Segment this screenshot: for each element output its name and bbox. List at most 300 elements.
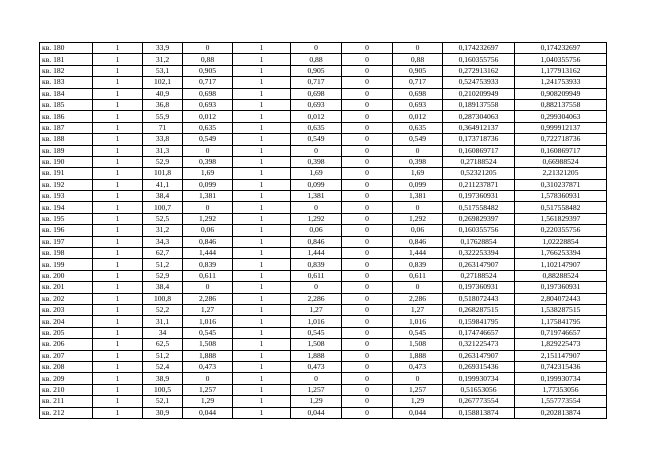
value-c-cell: 0 [393, 145, 443, 156]
zero-cell: 0 [342, 407, 393, 418]
factor-cell: 1 [233, 168, 291, 179]
value-b-cell: 0 [291, 145, 342, 156]
area-cell: 31,1 [143, 316, 183, 327]
value-c-cell: 1,69 [393, 168, 443, 179]
table-row [40, 111, 607, 122]
area-cell: 62,7 [143, 248, 183, 259]
value-c-cell: 0,693 [393, 99, 443, 110]
count-cell: 1 [93, 339, 143, 350]
apartment-cell: кв. 207 [40, 350, 93, 361]
factor-cell: 1 [233, 179, 291, 190]
count-cell: 1 [93, 77, 143, 88]
total-cell: 0,174232697 [515, 43, 607, 54]
apartment-cell: кв. 181 [40, 54, 93, 65]
table-row [40, 407, 607, 418]
factor-cell: 1 [233, 282, 291, 293]
table-row [40, 350, 607, 361]
value-c-cell: 1,444 [393, 248, 443, 259]
share-cell: 0,263147907 [443, 350, 515, 361]
apartment-cell: кв. 180 [40, 43, 93, 54]
value-b-cell: 0,88 [291, 54, 342, 65]
factor-cell: 1 [233, 304, 291, 315]
share-cell: 0,174232697 [443, 43, 515, 54]
apartment-cell: кв. 198 [40, 248, 93, 259]
area-cell: 62,5 [143, 339, 183, 350]
zero-cell: 0 [342, 293, 393, 304]
value-b-cell: 1,888 [291, 350, 342, 361]
zero-cell: 0 [342, 54, 393, 65]
area-cell: 38,9 [143, 373, 183, 384]
share-cell: 0,160869717 [443, 145, 515, 156]
area-cell: 41,1 [143, 179, 183, 190]
share-cell: 0,17628854 [443, 236, 515, 247]
value-b-cell: 0,473 [291, 361, 342, 372]
value-c-cell: 0 [393, 202, 443, 213]
value-c-cell: 1,292 [393, 213, 443, 224]
value-c-cell: 1,27 [393, 304, 443, 315]
area-cell: 100,8 [143, 293, 183, 304]
table-row [40, 225, 607, 236]
value-b-cell: 1,69 [291, 168, 342, 179]
total-cell: 1,102147907 [515, 259, 607, 270]
area-cell: 52,9 [143, 270, 183, 281]
zero-cell: 0 [342, 259, 393, 270]
value-a-cell: 1,016 [183, 316, 233, 327]
share-cell: 0,173718736 [443, 134, 515, 145]
total-cell: 0,199930734 [515, 373, 607, 384]
count-cell: 1 [93, 156, 143, 167]
total-cell: 1,77353056 [515, 384, 607, 395]
value-a-cell: 0,473 [183, 361, 233, 372]
count-cell: 1 [93, 191, 143, 202]
value-a-cell: 0 [183, 202, 233, 213]
factor-cell: 1 [233, 77, 291, 88]
value-b-cell: 0,717 [291, 77, 342, 88]
zero-cell: 0 [342, 179, 393, 190]
apartment-cell: кв. 206 [40, 339, 93, 350]
apartment-cell: кв. 195 [40, 213, 93, 224]
table-row [40, 293, 607, 304]
factor-cell: 1 [233, 99, 291, 110]
value-c-cell: 0,099 [393, 179, 443, 190]
apartment-cell: кв. 189 [40, 145, 93, 156]
area-cell: 31,2 [143, 54, 183, 65]
value-c-cell: 1,016 [393, 316, 443, 327]
value-b-cell: 1,27 [291, 304, 342, 315]
total-cell: 0,66988524 [515, 156, 607, 167]
count-cell: 1 [93, 134, 143, 145]
count-cell: 1 [93, 327, 143, 338]
value-c-cell: 0 [393, 43, 443, 54]
value-c-cell: 0,549 [393, 134, 443, 145]
share-cell: 0,160355756 [443, 225, 515, 236]
zero-cell: 0 [342, 156, 393, 167]
value-b-cell: 0,905 [291, 65, 342, 76]
value-c-cell: 1,29 [393, 396, 443, 407]
area-cell: 38,4 [143, 282, 183, 293]
value-c-cell: 2,286 [393, 293, 443, 304]
value-b-cell: 2,286 [291, 293, 342, 304]
factor-cell: 1 [233, 225, 291, 236]
area-cell: 34 [143, 327, 183, 338]
value-b-cell: 0,635 [291, 122, 342, 133]
zero-cell: 0 [342, 282, 393, 293]
total-cell: 1,175841795 [515, 316, 607, 327]
value-b-cell: 0,044 [291, 407, 342, 418]
value-b-cell: 0,698 [291, 88, 342, 99]
count-cell: 1 [93, 43, 143, 54]
area-cell: 40,9 [143, 88, 183, 99]
value-c-cell: 0 [393, 373, 443, 384]
table-row [40, 361, 607, 372]
table-body [40, 43, 607, 419]
share-cell: 0,267773554 [443, 396, 515, 407]
factor-cell: 1 [233, 373, 291, 384]
table-row [40, 259, 607, 270]
apartment-cell: кв. 188 [40, 134, 93, 145]
total-cell: 0,882137558 [515, 99, 607, 110]
value-c-cell: 0,545 [393, 327, 443, 338]
zero-cell: 0 [342, 350, 393, 361]
factor-cell: 1 [233, 191, 291, 202]
area-cell: 38,4 [143, 191, 183, 202]
total-cell: 2,804072443 [515, 293, 607, 304]
area-cell: 34,3 [143, 236, 183, 247]
count-cell: 1 [93, 111, 143, 122]
table-row [40, 168, 607, 179]
value-a-cell: 1,508 [183, 339, 233, 350]
table-row [40, 202, 607, 213]
zero-cell: 0 [342, 134, 393, 145]
factor-cell: 1 [233, 270, 291, 281]
zero-cell: 0 [342, 99, 393, 110]
share-cell: 0,210209949 [443, 88, 515, 99]
value-b-cell: 1,016 [291, 316, 342, 327]
count-cell: 1 [93, 350, 143, 361]
value-a-cell: 1,69 [183, 168, 233, 179]
table-row [40, 156, 607, 167]
value-b-cell: 0,549 [291, 134, 342, 145]
area-cell: 33,9 [143, 43, 183, 54]
table-row [40, 339, 607, 350]
table-row [40, 248, 607, 259]
value-a-cell: 0,06 [183, 225, 233, 236]
value-b-cell: 0 [291, 202, 342, 213]
spreadsheet-page [39, 42, 607, 419]
value-a-cell: 0,698 [183, 88, 233, 99]
share-cell: 0,269829397 [443, 213, 515, 224]
table-row [40, 304, 607, 315]
total-cell: 2,21321205 [515, 168, 607, 179]
table-row [40, 213, 607, 224]
zero-cell: 0 [342, 88, 393, 99]
value-c-cell: 0,698 [393, 88, 443, 99]
zero-cell: 0 [342, 225, 393, 236]
value-a-cell: 1,27 [183, 304, 233, 315]
share-cell: 0,269315436 [443, 361, 515, 372]
count-cell: 1 [93, 145, 143, 156]
apartment-table [39, 42, 607, 419]
apartment-cell: кв. 201 [40, 282, 93, 293]
factor-cell: 1 [233, 156, 291, 167]
total-cell: 1,538287515 [515, 304, 607, 315]
area-cell: 31,2 [143, 225, 183, 236]
share-cell: 0,518072443 [443, 293, 515, 304]
share-cell: 0,322253394 [443, 248, 515, 259]
apartment-cell: кв. 205 [40, 327, 93, 338]
table-row [40, 122, 607, 133]
value-b-cell: 0,545 [291, 327, 342, 338]
zero-cell: 0 [342, 339, 393, 350]
factor-cell: 1 [233, 43, 291, 54]
share-cell: 0,199930734 [443, 373, 515, 384]
factor-cell: 1 [233, 316, 291, 327]
apartment-cell: кв. 212 [40, 407, 93, 418]
total-cell: 1,177913162 [515, 65, 607, 76]
share-cell: 0,321225473 [443, 339, 515, 350]
value-a-cell: 0,839 [183, 259, 233, 270]
count-cell: 1 [93, 373, 143, 384]
value-a-cell: 0 [183, 282, 233, 293]
value-b-cell: 1,257 [291, 384, 342, 395]
count-cell: 1 [93, 54, 143, 65]
apartment-cell: кв. 184 [40, 88, 93, 99]
value-c-cell: 1,381 [393, 191, 443, 202]
value-a-cell: 2,286 [183, 293, 233, 304]
share-cell: 0,211237871 [443, 179, 515, 190]
table-row [40, 327, 607, 338]
zero-cell: 0 [342, 202, 393, 213]
table-row [40, 65, 607, 76]
table-row [40, 145, 607, 156]
total-cell: 0,220355756 [515, 225, 607, 236]
apartment-cell: кв. 209 [40, 373, 93, 384]
value-a-cell: 0,635 [183, 122, 233, 133]
count-cell: 1 [93, 65, 143, 76]
table-row [40, 88, 607, 99]
apartment-cell: кв. 199 [40, 259, 93, 270]
total-cell: 0,197360931 [515, 282, 607, 293]
value-a-cell: 0,549 [183, 134, 233, 145]
value-b-cell: 0,611 [291, 270, 342, 281]
area-cell: 31,3 [143, 145, 183, 156]
count-cell: 1 [93, 213, 143, 224]
table-row [40, 99, 607, 110]
value-b-cell: 1,381 [291, 191, 342, 202]
apartment-cell: кв. 187 [40, 122, 93, 133]
value-a-cell: 0,846 [183, 236, 233, 247]
count-cell: 1 [93, 179, 143, 190]
zero-cell: 0 [342, 361, 393, 372]
count-cell: 1 [93, 168, 143, 179]
total-cell: 0,160869717 [515, 145, 607, 156]
table-row [40, 179, 607, 190]
total-cell: 0,517558482 [515, 202, 607, 213]
value-c-cell: 0,611 [393, 270, 443, 281]
total-cell: 0,999912137 [515, 122, 607, 133]
apartment-cell: кв. 192 [40, 179, 93, 190]
area-cell: 55,9 [143, 111, 183, 122]
total-cell: 1,829225473 [515, 339, 607, 350]
apartment-cell: кв. 196 [40, 225, 93, 236]
zero-cell: 0 [342, 384, 393, 395]
share-cell: 0,287304063 [443, 111, 515, 122]
value-a-cell: 1,381 [183, 191, 233, 202]
value-a-cell: 1,888 [183, 350, 233, 361]
total-cell: 2,151147907 [515, 350, 607, 361]
table-row [40, 54, 607, 65]
factor-cell: 1 [233, 236, 291, 247]
apartment-cell: кв. 210 [40, 384, 93, 395]
value-c-cell: 0,044 [393, 407, 443, 418]
total-cell: 0,299304063 [515, 111, 607, 122]
table-row [40, 373, 607, 384]
value-c-cell: 0,012 [393, 111, 443, 122]
share-cell: 0,197360931 [443, 282, 515, 293]
factor-cell: 1 [233, 407, 291, 418]
total-cell: 0,908209949 [515, 88, 607, 99]
apartment-cell: кв. 197 [40, 236, 93, 247]
area-cell: 53,1 [143, 65, 183, 76]
area-cell: 51,2 [143, 259, 183, 270]
zero-cell: 0 [342, 168, 393, 179]
value-a-cell: 0 [183, 373, 233, 384]
value-b-cell: 0 [291, 373, 342, 384]
table-row [40, 134, 607, 145]
factor-cell: 1 [233, 54, 291, 65]
count-cell: 1 [93, 202, 143, 213]
value-c-cell: 1,888 [393, 350, 443, 361]
zero-cell: 0 [342, 236, 393, 247]
value-b-cell: 0 [291, 282, 342, 293]
apartment-cell: кв. 202 [40, 293, 93, 304]
factor-cell: 1 [233, 111, 291, 122]
share-cell: 0,189137558 [443, 99, 515, 110]
share-cell: 0,517558482 [443, 202, 515, 213]
table-row [40, 191, 607, 202]
apartment-cell: кв. 203 [40, 304, 93, 315]
area-cell: 101,8 [143, 168, 183, 179]
count-cell: 1 [93, 225, 143, 236]
apartment-cell: кв. 185 [40, 99, 93, 110]
total-cell: 1,557773554 [515, 396, 607, 407]
factor-cell: 1 [233, 327, 291, 338]
total-cell: 0,310237871 [515, 179, 607, 190]
table-row [40, 396, 607, 407]
area-cell: 51,2 [143, 350, 183, 361]
share-cell: 0,158813874 [443, 407, 515, 418]
zero-cell: 0 [342, 111, 393, 122]
factor-cell: 1 [233, 384, 291, 395]
total-cell: 0,202813874 [515, 407, 607, 418]
total-cell: 1,241753933 [515, 77, 607, 88]
zero-cell: 0 [342, 373, 393, 384]
count-cell: 1 [93, 99, 143, 110]
factor-cell: 1 [233, 65, 291, 76]
zero-cell: 0 [342, 77, 393, 88]
total-cell: 1,561829397 [515, 213, 607, 224]
zero-cell: 0 [342, 270, 393, 281]
count-cell: 1 [93, 236, 143, 247]
value-c-cell: 0,88 [393, 54, 443, 65]
value-a-cell: 0,398 [183, 156, 233, 167]
value-c-cell: 0,398 [393, 156, 443, 167]
value-a-cell: 1,257 [183, 384, 233, 395]
factor-cell: 1 [233, 88, 291, 99]
value-a-cell: 0,545 [183, 327, 233, 338]
zero-cell: 0 [342, 65, 393, 76]
factor-cell: 1 [233, 339, 291, 350]
value-c-cell: 0,06 [393, 225, 443, 236]
total-cell: 1,040355756 [515, 54, 607, 65]
table-row [40, 384, 607, 395]
value-a-cell: 1,444 [183, 248, 233, 259]
zero-cell: 0 [342, 43, 393, 54]
factor-cell: 1 [233, 396, 291, 407]
apartment-cell: кв. 194 [40, 202, 93, 213]
count-cell: 1 [93, 361, 143, 372]
total-cell: 1,766253394 [515, 248, 607, 259]
share-cell: 0,268287515 [443, 304, 515, 315]
area-cell: 52,9 [143, 156, 183, 167]
factor-cell: 1 [233, 134, 291, 145]
total-cell: 0,742315436 [515, 361, 607, 372]
value-b-cell: 0,846 [291, 236, 342, 247]
factor-cell: 1 [233, 213, 291, 224]
zero-cell: 0 [342, 191, 393, 202]
zero-cell: 0 [342, 213, 393, 224]
area-cell: 102,1 [143, 77, 183, 88]
factor-cell: 1 [233, 202, 291, 213]
apartment-cell: кв. 190 [40, 156, 93, 167]
table-row [40, 236, 607, 247]
value-b-cell: 1,29 [291, 396, 342, 407]
apartment-cell: кв. 182 [40, 65, 93, 76]
apartment-cell: кв. 191 [40, 168, 93, 179]
value-c-cell: 1,257 [393, 384, 443, 395]
value-c-cell: 1,508 [393, 339, 443, 350]
count-cell: 1 [93, 304, 143, 315]
total-cell: 0,722718736 [515, 134, 607, 145]
factor-cell: 1 [233, 361, 291, 372]
factor-cell: 1 [233, 259, 291, 270]
share-cell: 0,263147907 [443, 259, 515, 270]
zero-cell: 0 [342, 396, 393, 407]
table-row [40, 316, 607, 327]
total-cell: 1,02228854 [515, 236, 607, 247]
table-row [40, 270, 607, 281]
count-cell: 1 [93, 316, 143, 327]
area-cell: 100,7 [143, 202, 183, 213]
value-c-cell: 0,635 [393, 122, 443, 133]
share-cell: 0,27188524 [443, 270, 515, 281]
area-cell: 36,8 [143, 99, 183, 110]
count-cell: 1 [93, 88, 143, 99]
share-cell: 0,27188524 [443, 156, 515, 167]
value-b-cell: 0 [291, 43, 342, 54]
value-a-cell: 0,044 [183, 407, 233, 418]
apartment-cell: кв. 204 [40, 316, 93, 327]
share-cell: 0,364912137 [443, 122, 515, 133]
zero-cell: 0 [342, 122, 393, 133]
table-row [40, 77, 607, 88]
area-cell: 52,5 [143, 213, 183, 224]
value-a-cell: 1,292 [183, 213, 233, 224]
value-a-cell: 0,905 [183, 65, 233, 76]
share-cell: 0,174746657 [443, 327, 515, 338]
value-b-cell: 1,444 [291, 248, 342, 259]
value-a-cell: 0,693 [183, 99, 233, 110]
